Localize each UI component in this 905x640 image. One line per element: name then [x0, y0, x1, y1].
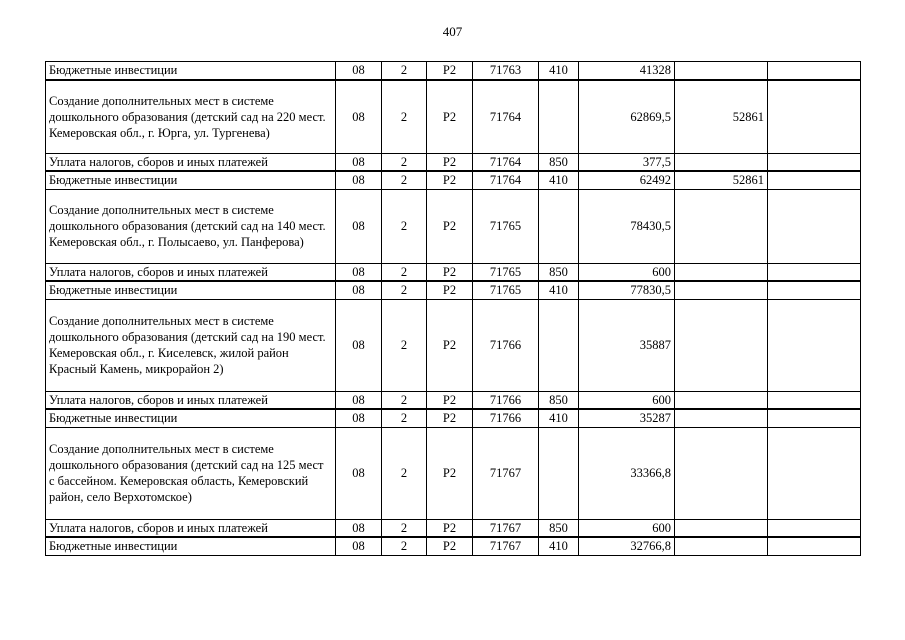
subsection-code: 2	[382, 154, 427, 172]
subsection-code: 2	[382, 281, 427, 299]
amount-cell: 41328	[579, 62, 675, 80]
section-code: 08	[336, 62, 382, 80]
extra-cell	[768, 189, 861, 263]
expense-type-code	[539, 427, 579, 519]
amount-cell: 600	[579, 391, 675, 409]
subsection-code: 2	[382, 189, 427, 263]
target-code: 71763	[473, 62, 539, 80]
table-row	[46, 154, 861, 172]
extra-cell	[768, 409, 861, 427]
expense-type-code: 850	[539, 519, 579, 537]
table-row	[46, 171, 861, 189]
subsection-code: 2	[382, 427, 427, 519]
extra-cell	[768, 263, 861, 281]
amount2-cell	[675, 409, 768, 427]
extra-cell	[768, 519, 861, 537]
expense-type-code: 850	[539, 154, 579, 172]
table-row	[46, 299, 861, 391]
extra-cell	[768, 427, 861, 519]
table-row	[46, 409, 861, 427]
amount-cell: 32766,8	[579, 537, 675, 555]
amount2-cell	[675, 391, 768, 409]
extra-cell	[768, 154, 861, 172]
subsection-code: 2	[382, 62, 427, 80]
section-code: 08	[336, 171, 382, 189]
program-code: Р2	[427, 80, 473, 154]
target-code: 71764	[473, 154, 539, 172]
target-code: 71767	[473, 537, 539, 555]
program-code: Р2	[427, 62, 473, 80]
table-row	[46, 391, 861, 409]
target-code: 71764	[473, 80, 539, 154]
row-description: Уплата налогов, сборов и иных платежей	[46, 519, 336, 537]
program-code: Р2	[427, 391, 473, 409]
target-code: 71764	[473, 171, 539, 189]
extra-cell	[768, 299, 861, 391]
amount2-cell	[675, 154, 768, 172]
target-code: 71766	[473, 391, 539, 409]
subsection-code: 2	[382, 537, 427, 555]
extra-cell	[768, 80, 861, 154]
row-description: Создание дополнительных мест в системе дошкольного образования (детский сад на 220 мест. Кемеровская обл., г. Юрга, ул. Тургенева)	[46, 80, 336, 154]
amount-cell: 33366,8	[579, 427, 675, 519]
row-description: Бюджетные инвестиции	[46, 62, 336, 80]
amount-cell: 600	[579, 263, 675, 281]
subsection-code: 2	[382, 391, 427, 409]
amount2-cell	[675, 281, 768, 299]
expense-type-code: 850	[539, 391, 579, 409]
row-description: Бюджетные инвестиции	[46, 171, 336, 189]
program-code: Р2	[427, 409, 473, 427]
target-code: 71765	[473, 281, 539, 299]
program-code: Р2	[427, 171, 473, 189]
section-code: 08	[336, 299, 382, 391]
amount2-cell	[675, 427, 768, 519]
row-description: Создание дополнительных мест в системе дошкольного образования (детский сад на 190 мест. Кемеровская обл., г. Киселевск, жилой район Красный Камень, микрорайон 2)	[46, 299, 336, 391]
extra-cell	[768, 391, 861, 409]
section-code: 08	[336, 409, 382, 427]
target-code: 71767	[473, 519, 539, 537]
expense-type-code	[539, 189, 579, 263]
amount2-cell	[675, 299, 768, 391]
row-description: Уплата налогов, сборов и иных платежей	[46, 391, 336, 409]
program-code: Р2	[427, 154, 473, 172]
amount2-cell	[675, 263, 768, 281]
section-code: 08	[336, 263, 382, 281]
table-row	[46, 80, 861, 154]
amount-cell: 78430,5	[579, 189, 675, 263]
table-row	[46, 263, 861, 281]
program-code: Р2	[427, 263, 473, 281]
expense-type-code	[539, 80, 579, 154]
section-code: 08	[336, 391, 382, 409]
program-code: Р2	[427, 299, 473, 391]
section-code: 08	[336, 519, 382, 537]
expense-type-code: 410	[539, 537, 579, 555]
row-description: Уплата налогов, сборов и иных платежей	[46, 154, 336, 172]
subsection-code: 2	[382, 409, 427, 427]
row-description: Уплата налогов, сборов и иных платежей	[46, 263, 336, 281]
target-code: 71766	[473, 409, 539, 427]
amount2-cell: 52861	[675, 80, 768, 154]
expense-type-code: 410	[539, 409, 579, 427]
row-description: Бюджетные инвестиции	[46, 537, 336, 555]
section-code: 08	[336, 281, 382, 299]
amount-cell: 377,5	[579, 154, 675, 172]
target-code: 71766	[473, 299, 539, 391]
target-code: 71767	[473, 427, 539, 519]
amount2-cell	[675, 62, 768, 80]
amount-cell: 35887	[579, 299, 675, 391]
table-row	[46, 62, 861, 80]
program-code: Р2	[427, 537, 473, 555]
section-code: 08	[336, 537, 382, 555]
amount2-cell	[675, 537, 768, 555]
expense-type-code: 850	[539, 263, 579, 281]
amount-cell: 62869,5	[579, 80, 675, 154]
table-row	[46, 519, 861, 537]
row-description: Создание дополнительных мест в системе дошкольного образования (детский сад на 125 мест с бассейном. Кемеровская область, Кемеровский район, село Верхотомское)	[46, 427, 336, 519]
program-code: Р2	[427, 189, 473, 263]
amount-cell: 77830,5	[579, 281, 675, 299]
table-row	[46, 281, 861, 299]
page-number: 407	[442, 24, 463, 39]
section-code: 08	[336, 427, 382, 519]
amount2-cell: 52861	[675, 171, 768, 189]
section-code: 08	[336, 80, 382, 154]
expense-type-code: 410	[539, 281, 579, 299]
table-row	[46, 427, 861, 519]
subsection-code: 2	[382, 80, 427, 154]
section-code: 08	[336, 154, 382, 172]
row-description: Создание дополнительных мест в системе дошкольного образования (детский сад на 140 мест. Кемеровская обл., г. Полысаево, ул. Панферова)	[46, 189, 336, 263]
extra-cell	[768, 281, 861, 299]
amount2-cell	[675, 519, 768, 537]
amount-cell: 35287	[579, 409, 675, 427]
amount2-cell	[675, 189, 768, 263]
row-description: Бюджетные инвестиции	[46, 409, 336, 427]
subsection-code: 2	[382, 519, 427, 537]
section-code: 08	[336, 189, 382, 263]
target-code: 71765	[473, 189, 539, 263]
extra-cell	[768, 537, 861, 555]
expense-type-code	[539, 299, 579, 391]
expense-type-code: 410	[539, 62, 579, 80]
program-code: Р2	[427, 427, 473, 519]
extra-cell	[768, 62, 861, 80]
target-code: 71765	[473, 263, 539, 281]
table-row	[46, 537, 861, 555]
subsection-code: 2	[382, 171, 427, 189]
subsection-code: 2	[382, 299, 427, 391]
amount-cell: 600	[579, 519, 675, 537]
amount-cell: 62492	[579, 171, 675, 189]
expense-type-code: 410	[539, 171, 579, 189]
program-code: Р2	[427, 281, 473, 299]
budget-table	[45, 61, 861, 556]
program-code: Р2	[427, 519, 473, 537]
table-row	[46, 189, 861, 263]
extra-cell	[768, 171, 861, 189]
row-description: Бюджетные инвестиции	[46, 281, 336, 299]
subsection-code: 2	[382, 263, 427, 281]
